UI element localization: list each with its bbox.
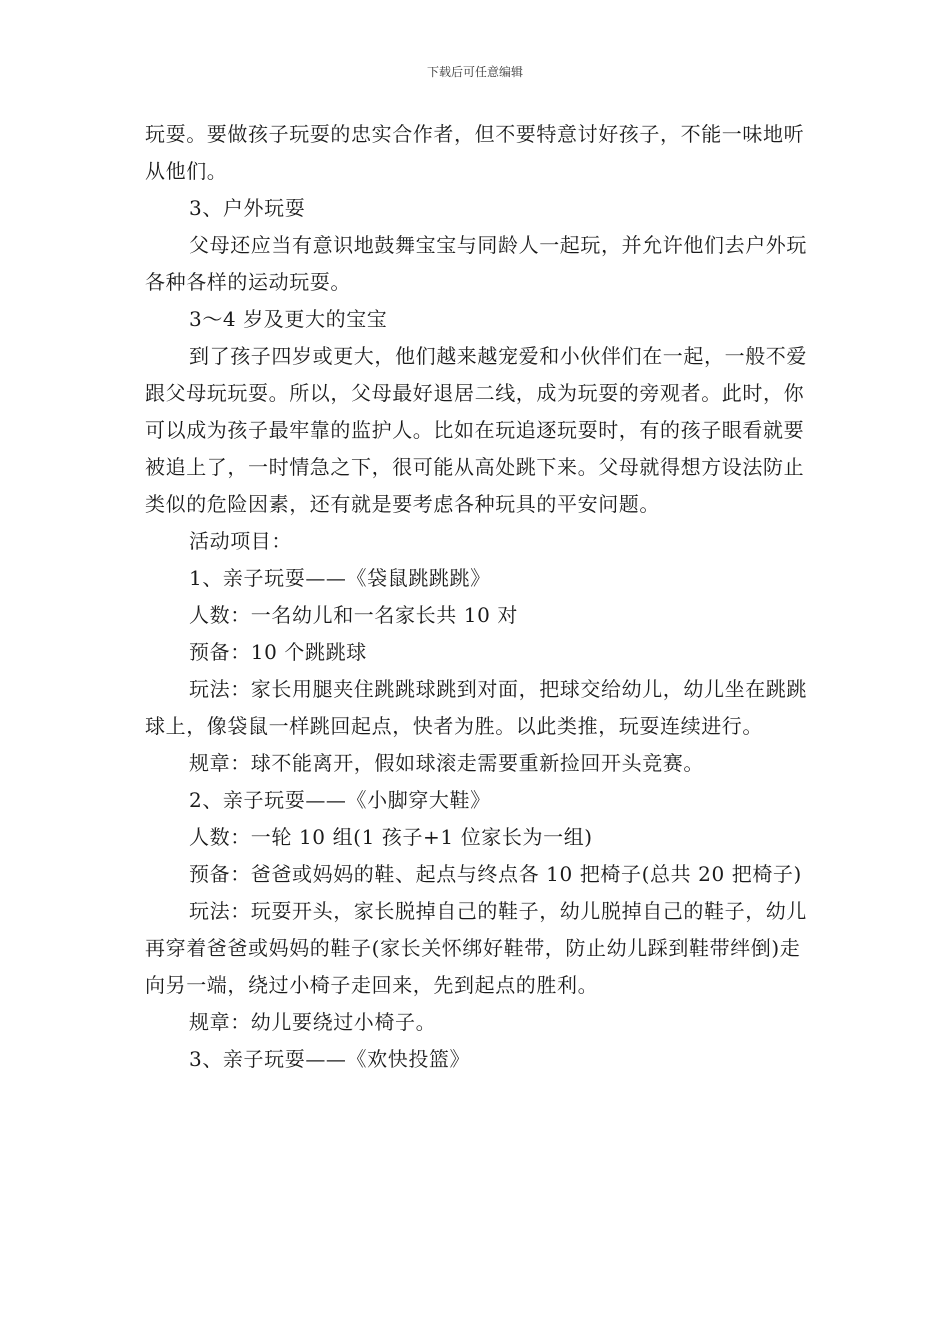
activity-title: 3、亲子玩耍——《欢快投篮》 [189,1047,471,1071]
document-body [145,116,820,1078]
activity-detail: 人数：一轮 10 组(1 孩子+1 位家长为一组) [189,825,593,849]
activity-detail: 预备：10 个跳跳球 [189,640,367,664]
activity-detail: 人数：一名幼儿和一名家长共 10 对 [189,603,518,627]
activity-detail: 预备：爸爸或妈妈的鞋、起点与终点各 10 把椅子(总共 20 把椅子) [189,862,802,886]
activity-detail: 规章：幼儿要绕过小椅子。 [189,1010,437,1034]
paragraph: 到了孩子四岁或更大，他们越来越宠爱和小伙伴们在一起，一般不爱跟父母玩玩耍。所以，父母最好退居二线，成为玩耍的旁观者。此时，你可以成为孩子最牢靠的监护人。比如在玩追逐玩耍时，有的孩子眼看就要被追上了，一时情急之下，很可能从高处跳下来。父母就得想方设法防止类似的危险因素，还有就是要考虑各种玩具的平安问题。 [145,344,807,516]
page-header: 下载后可任意编辑 [426,65,523,79]
section-heading: 3～4 岁及更大的宝宝 [189,307,388,331]
activity-detail: 规章：球不能离开，假如球滚走需要重新捡回开头竞赛。 [189,751,704,775]
activity-detail: 玩法：家长用腿夹住跳跳球跳到对面，把球交给幼儿，幼儿坐在跳跳球上，像袋鼠一样跳回起点，快者为胜。以此类推，玩耍连续进行。 [145,677,807,738]
paragraph: 父母还应当有意识地鼓舞宝宝与同龄人一起玩，并允许他们去户外玩各种各样的运动玩耍。 [145,233,807,294]
activity-title: 2、亲子玩耍——《小脚穿大鞋》 [189,788,491,812]
activity-detail: 玩法：玩耍开头，家长脱掉自己的鞋子，幼儿脱掉自己的鞋子，幼儿再穿着爸爸或妈妈的鞋子(家长关怀绑好鞋带，防止幼儿踩到鞋带绊倒)走向另一端，绕过小椅子走回来，先到起点的胜利。 [145,899,807,997]
section-heading: 活动项目： [189,529,292,553]
paragraph: 玩耍。要做孩子玩耍的忠实合作者，但不要特意讨好孩子，不能一味地听从他们。 [145,122,805,183]
activity-title: 1、亲子玩耍——《袋鼠跳跳跳》 [189,566,491,590]
section-heading: 3、户外玩耍 [189,196,306,220]
